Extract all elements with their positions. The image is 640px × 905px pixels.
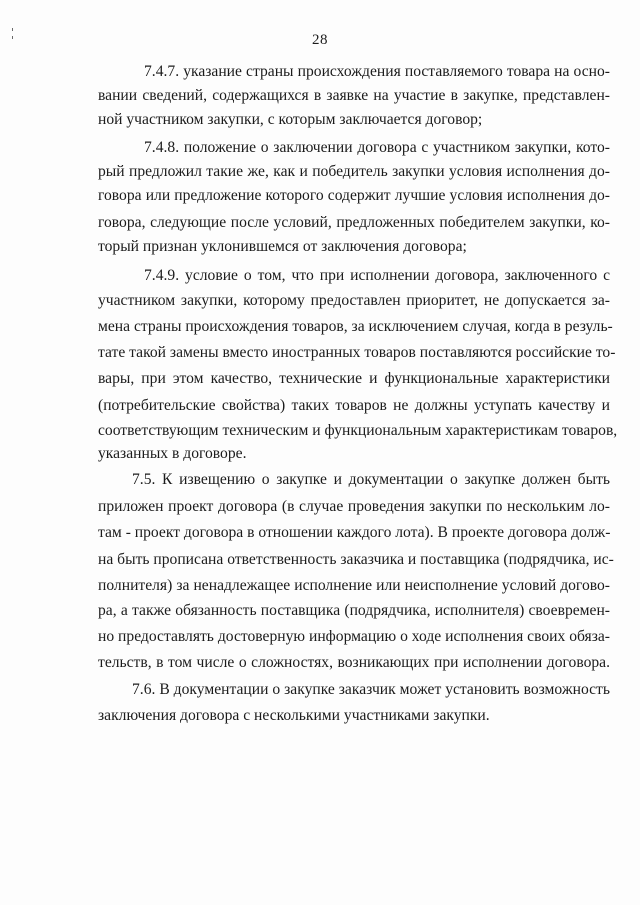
- text-line: заключения договора с несколькими участниками закупки.: [98, 707, 490, 724]
- text-line: торый признан уклонившемся от заключения договора;: [98, 238, 467, 255]
- text-line: соответствующим техническим и функциональным характеристикам товаров,: [98, 422, 618, 439]
- margin-mark: [12, 28, 13, 31]
- text-line: 7.4.8. положение о заключении договора с участником закупки, кото-: [144, 139, 610, 156]
- text-line: рый предложил такие же, как и победитель закупки условия исполнения до-: [98, 163, 610, 180]
- text-line: 7.4.7. указание страны происхождения поставляемого товара на осно-: [144, 63, 610, 80]
- text-line: тельств, в том числе о сложностях, возникающих при исполнении договора.: [98, 654, 610, 671]
- text-line: говора или предложение которого содержит лучшие условия исполнения до-: [98, 187, 610, 204]
- text-line: но предоставлять достоверную информацию о ходе исполнения своих обяза-: [98, 628, 610, 645]
- text-line: на быть прописана ответственность заказчика и поставщика (подрядчика, ис-: [98, 551, 614, 568]
- text-line: 7.4.9. условие о том, что при исполнении договора, заключенного с: [144, 267, 610, 284]
- text-line: ной участником закупки, с которым заключается договор;: [98, 111, 483, 128]
- text-line: (потребительские свойства) таких товаров не должны уступать качеству и: [98, 397, 610, 414]
- text-line: участником закупки, которому предоставлен приоритет, не допускается за-: [98, 292, 610, 309]
- text-line: указанных в договоре.: [98, 445, 247, 462]
- text-line: вары, при этом качество, технические и функциональные характеристики: [98, 370, 610, 387]
- text-line: мена страны происхождения товаров, за исключением случая, когда в резуль-: [98, 318, 613, 335]
- text-line: ра, а также обязанность поставщика (подрядчика, исполнителя) своевремен-: [98, 602, 610, 619]
- text-line: 7.5. К извещению о закупке и документации о закупке должен быть: [132, 471, 610, 488]
- text-line: 7.6. В документации о закупке заказчик может установить возможность: [132, 681, 610, 698]
- page-number: 28: [312, 32, 328, 48]
- text-line: вании сведений, содержащихся в заявке на участие в закупке, представлен-: [98, 87, 610, 104]
- text-line: тате такой замены вместо иностранных товаров поставляются российские то-: [98, 344, 616, 361]
- text-line: полнителя) за ненадлежащее исполнение или неисполнение условий догово-: [98, 577, 610, 594]
- text-line: приложен проект договора (в случае проведения закупки по нескольким ло-: [98, 498, 610, 515]
- text-line: там - проект договора в отношении каждого лота). В проекте договора долж-: [98, 524, 611, 541]
- text-line: говора, следующие после условий, предложенных победителем закупки, ко-: [98, 214, 610, 231]
